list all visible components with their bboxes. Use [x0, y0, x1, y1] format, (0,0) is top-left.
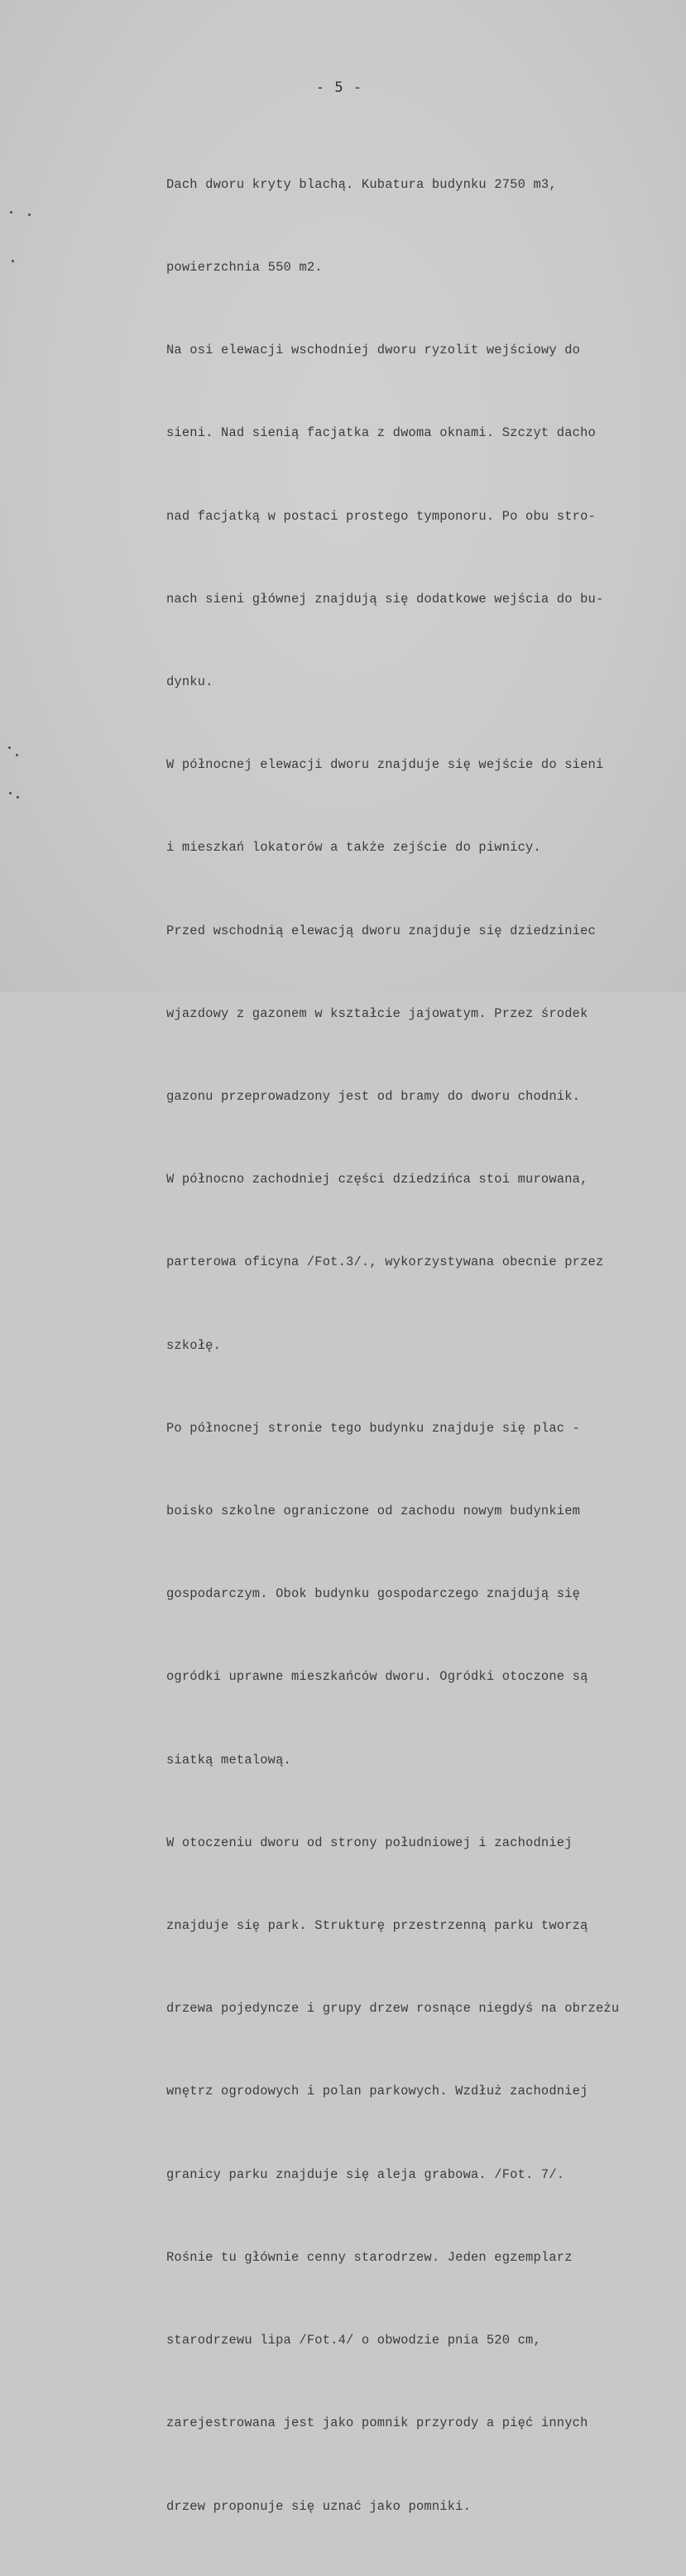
text-line: W północno zachodniej części dziedzińca stoi murowana, [166, 1172, 588, 1187]
text-line: drzewa pojedyncze i grupy drzew rosnące niegdyś na obrzeżu [166, 2001, 620, 2017]
text-line: zarejestrowana jest jako pomnik przyrody a pięć innych [166, 2415, 588, 2431]
text-line: boisko szkolne ograniczone od zachodu nowym budynkiem [166, 1504, 581, 1519]
text-line: wjazdowy z gazonem w kształcie jajowatym. Przez środek [166, 1005, 588, 1021]
margin-speck [16, 754, 18, 756]
text-line: W otoczeniu dworu od strony południowej i zachodniej [166, 1835, 573, 1850]
text-line: Przed wschodnią elewacją dworu znajduje się dziedziniec [166, 923, 596, 938]
text-line: gospodarczym. Obok budynku gospodarczego znajdują się [166, 1586, 581, 1602]
text-line: starodrzewu lipa /Fot.4/ o obwodzie pnia 520 cm, [166, 2333, 541, 2348]
text-line: drzew proponuje się uznać jako pomniki. [166, 2498, 471, 2514]
text-line: W północnej elewacji dworu znajduje się wejście do sieni [166, 757, 604, 773]
text-line: znajduje się park. Strukturę przestrzenną parku tworzą [166, 1918, 588, 1934]
text-line: nach sieni głównej znajdują się dodatkowe wejścia do bu- [166, 591, 604, 607]
text-line: Na osi elewacji wschodniej dworu ryzolit wejściowy do [166, 343, 581, 358]
text-line: Rośnie tu głównie cenny starodrzew. Jeden egzemplarz [166, 2249, 573, 2265]
text-line: gazonu przeprowadzony jest od bramy do dworu chodnik. [166, 1089, 581, 1105]
text-line: parterowa oficyna /Fot.3/., wykorzystywana obecnie przez [166, 1254, 604, 1270]
margin-speck [9, 792, 12, 794]
text-line: Po północnej stronie tego budynku znajduje się plac - [166, 1420, 581, 1436]
text-line: wnętrz ogrodowych i polan parkowych. Wzdłuż zachodniej [166, 2084, 588, 2099]
margin-speck [28, 213, 31, 216]
margin-speck [17, 796, 19, 799]
text-line: dynku. [166, 674, 213, 690]
text-line: szkołę. [166, 1337, 222, 1353]
margin-speck [10, 211, 12, 213]
margin-speck [12, 260, 14, 262]
text-line: Dach dworu kryty blachą. Kubatura budynku 2750 m3, [166, 176, 557, 192]
typed-text-body [166, 116, 663, 2576]
page-number: - 5 - [315, 79, 363, 96]
text-line: granicy parku znajduje się aleja grabowa. /Fot. 7/. [166, 2166, 565, 2182]
text-line: sieni. Nad sienią facjatka z dwoma oknami. Szczyt dacho [166, 425, 596, 441]
margin-speck [8, 746, 11, 749]
text-line: i mieszkań lokatorów a także zejście do piwnicy. [166, 840, 541, 856]
text-line: nad facjatką w postaci prostego tymponoru. Po obu stro- [166, 508, 596, 524]
text-line: powierzchnia 550 m2. [166, 260, 323, 276]
text-line: ogródki uprawne mieszkańców dworu. Ogródki otoczone są [166, 1669, 588, 1685]
text-line: siatką metalową. [166, 1752, 291, 1768]
